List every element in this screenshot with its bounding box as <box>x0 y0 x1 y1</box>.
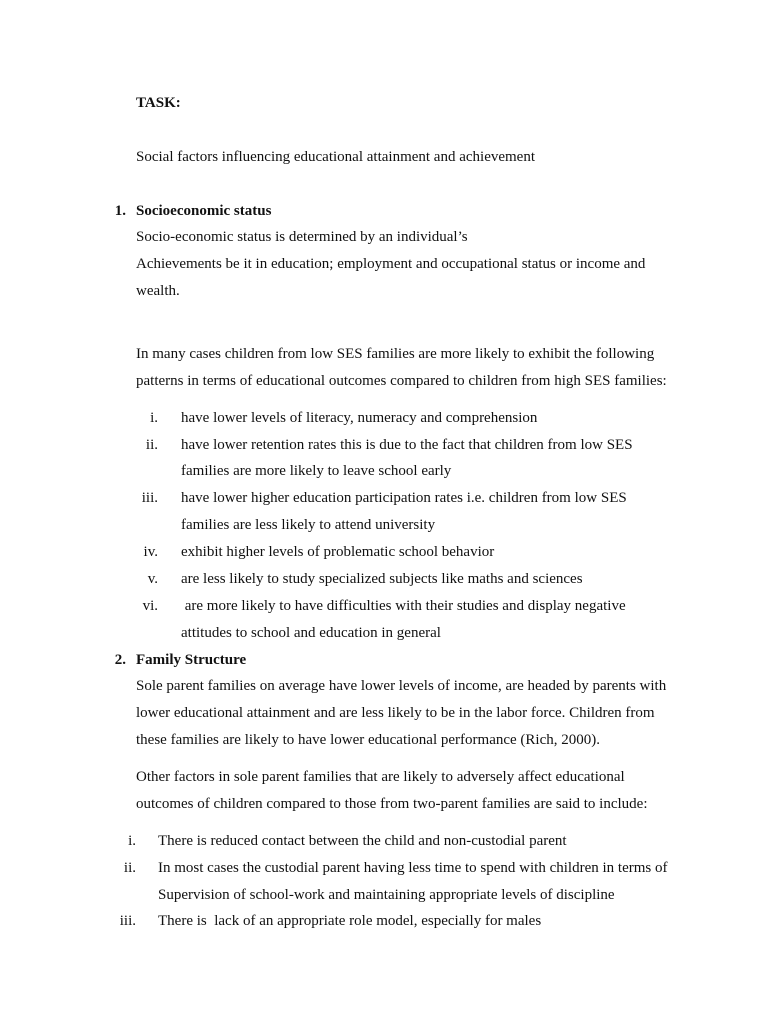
topic-line: Social factors influencing educational attainment and achievement <box>136 149 536 165</box>
list-numeral: ii. <box>145 437 158 453</box>
list-item-text: families are less likely to attend university <box>181 517 436 533</box>
list-item-text: are less likely to study specialized subjects like maths and sciences <box>181 571 583 587</box>
section1-heading: Socioeconomic status <box>136 203 272 219</box>
list-item-text: have lower retention rates this is due to the fact that children from low SES <box>181 437 633 453</box>
list-numeral: iii. <box>119 913 136 929</box>
section1-number: 1. <box>114 203 126 219</box>
section2-para2-line: outcomes of children compared to those from two-parent families are said to include: <box>136 796 648 812</box>
list-item-text: attitudes to school and education in general <box>181 625 441 641</box>
list-numeral: vi. <box>142 598 158 614</box>
section2-para2-line: Other factors in sole parent families that are likely to adversely affect educational <box>136 769 625 785</box>
section2-para1-line: these families are likely to have lower educational performance (Rich, 2000). <box>136 732 600 748</box>
list-numeral: v. <box>147 571 158 587</box>
list-numeral: i. <box>150 410 158 426</box>
section2-para1-line: Sole parent families on average have lower levels of income, are headed by parents with <box>136 678 667 694</box>
section2-number: 2. <box>114 652 126 668</box>
list-numeral: i. <box>128 833 136 849</box>
list-item-text: families are more likely to leave school early <box>181 463 452 479</box>
section1-para2-line: In many cases children from low SES families are more likely to exhibit the following <box>136 346 655 362</box>
list-item-text: Supervision of school-work and maintaining appropriate levels of discipline <box>158 887 615 903</box>
section1-para1-line: Achievements be it in education; employment and occupational status or income and <box>136 256 646 272</box>
list-numeral: ii. <box>123 860 136 876</box>
list-item-text: There is lack of an appropriate role model, especially for males <box>158 913 542 929</box>
list-item-text: exhibit higher levels of problematic school behavior <box>181 544 495 560</box>
list-item-text: In most cases the custodial parent having less time to spend with children in terms of <box>158 860 668 876</box>
list-item-text: have lower higher education participation rates i.e. children from low SES <box>181 490 627 506</box>
list-item-text: There is reduced contact between the child and non-custodial parent <box>158 833 567 849</box>
section2-para1-line: lower educational attainment and are less likely to be in the labor force. Children from <box>136 705 655 721</box>
section1-para2-line: patterns in terms of educational outcomes compared to children from high SES families: <box>136 373 667 389</box>
section1-para1-line: Socio-economic status is determined by an individual’s <box>136 229 468 245</box>
list-item-text: have lower levels of literacy, numeracy and comprehension <box>181 410 538 426</box>
section2-heading: Family Structure <box>136 652 247 668</box>
task-label: TASK: <box>136 95 181 111</box>
list-numeral: iv. <box>143 544 158 560</box>
list-item-text: are more likely to have difficulties with their studies and display negative <box>181 598 626 614</box>
section1-para1-line: wealth. <box>136 283 180 299</box>
list-numeral: iii. <box>141 490 158 506</box>
